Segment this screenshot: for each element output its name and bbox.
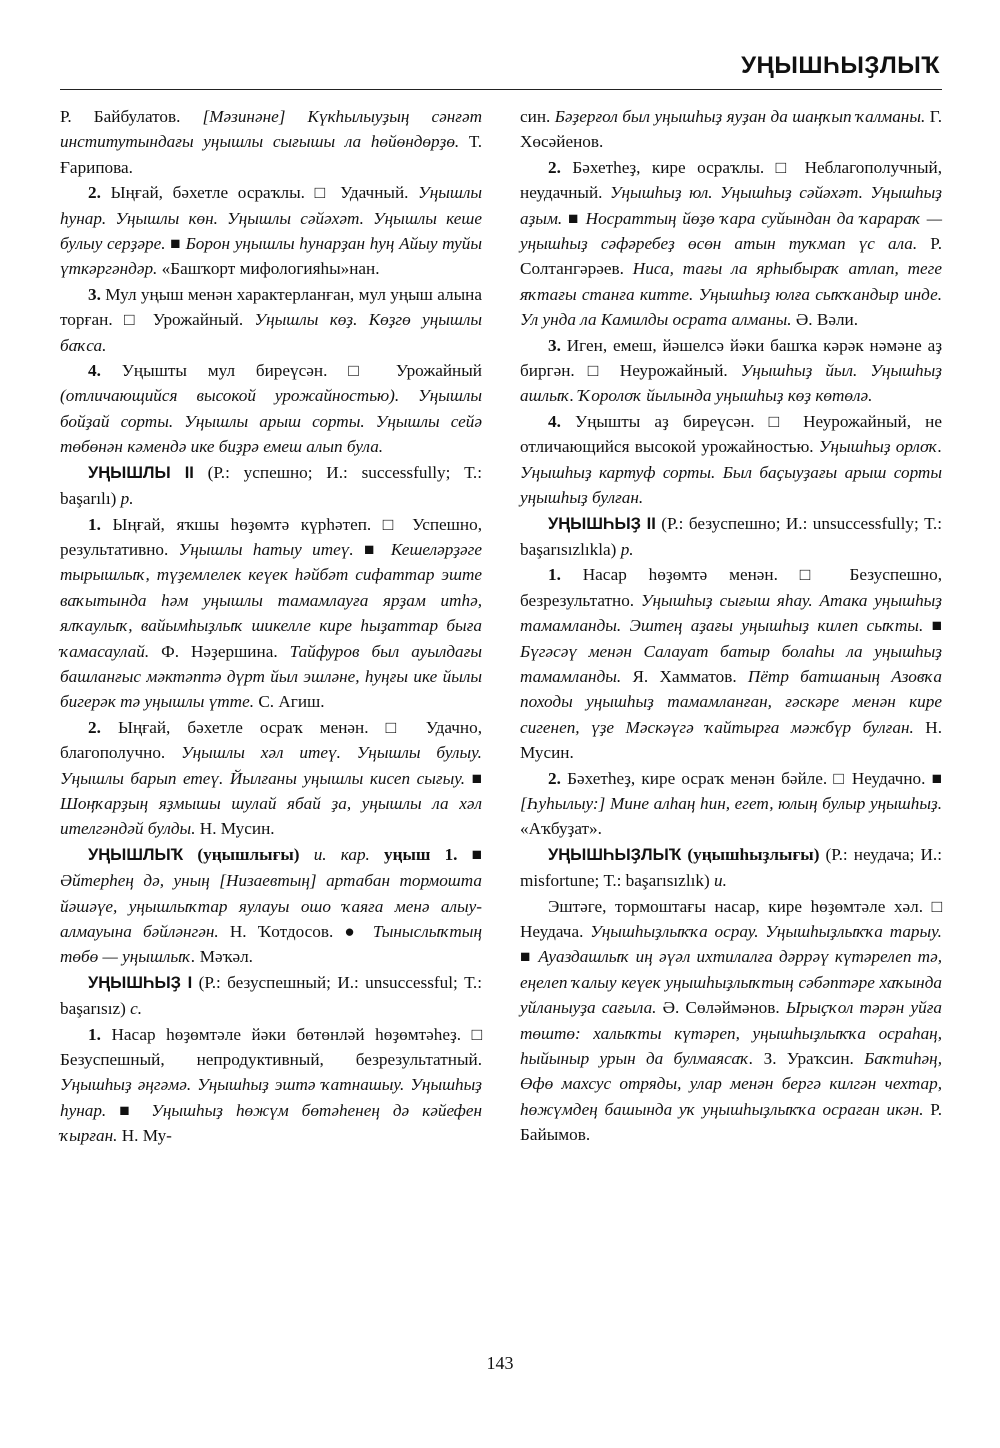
entry-paragraph [520,155,942,333]
sense-number: 3. [548,335,561,355]
entry-text: Эштәге, тормоштағы насар, кире һөҙөмтәле хәл. □ Неудача. [520,896,942,941]
entry-text: Уңышты мул биреүсән. □ Урожайный [100,361,482,381]
entry-text: (Р.: успешно; И.: successfully; Т.: başarılı) [60,462,482,509]
example-text: Тыныслыҡтың төбө — уңышлыҡ. [60,922,482,967]
sense-number: 2. [88,717,101,737]
entry-paragraph [520,511,942,563]
sense-number: 1. [88,514,101,534]
entry-text: син. [520,107,555,126]
sense-number: (уңышһыҙлығы) [687,844,820,864]
running-head: УҢЫШҺЫҘЛЫҠ [741,52,940,79]
entry-paragraph [520,104,942,155]
entry-text: (Р.: безуспешный; И.: unsuccessful; Т.: başarısız) [60,972,482,1019]
entry-paragraph [60,715,482,842]
entry-text: Ә. Вәли. [791,310,859,330]
example-text: Баҡтиһәң, Өфө махсус отряды, улар менән бергә килгән чехтар, һөжүмдең башында уҡ уңышһыҙлыҡҡа осраған икән. [520,1049,942,1119]
entry-paragraph [520,333,942,409]
entry-text: (Р.: безуспешно; И.: unsuccessfully; Т.: başarısızlıkla) [520,513,942,559]
entry-text: Бәхетһеҙ, кире осраҡ менән бәйле. □ Неудачно. ■ [560,768,942,788]
example-text: [Мәзинәне] Күкһылыуҙың сәнғәт институтындағы уңышлы сығышы ла һөйөндөрҙө. [60,107,482,152]
entry-text: Н. Мусин. [195,819,275,839]
entry-text: Ыңғай, бәхетле осраҡ менән. □ Удачно, благополучно. [60,717,482,763]
sense-number: 4. [88,361,101,381]
right-column [520,104,942,1148]
example-text: Уңышһыҙлыҡҡа осрау. Уңышһыҙлыҡҡа тарыу. ■ Ауаздашлыҡ иң әүәл ихтилалға дәррәү күтәрелеп тә, еңелеп ҡалыу кеүек уңышһыҙлыҡтың сәбәптәре хаҡында уйланыуҙа сағыла. [520,922,942,1018]
example-text: и. [713,871,727,891]
sense-number: уңыш 1. [384,844,458,864]
entry-paragraph [520,766,942,842]
entry-text: Ф. Нәҙершина. [149,641,290,661]
entry-paragraph [60,180,482,282]
entry-paragraph [60,842,482,970]
entry-text: Г. Хөсәйенов. [520,107,942,152]
entry-text: Насар һөҙөмтә менән. □ Безуспешно, безрезультатно. [520,565,942,610]
entry-text: Я. Хамматов. [621,666,748,686]
example-text: с. [130,999,143,1019]
headword: УҢЫШЛЫҠ [88,845,184,864]
entry-text: Р. Солтангәрәев. [520,234,943,279]
entry-text: «Аҡбуҙат». [520,819,602,839]
example-text: Пётр батшаның Азовҡа походы уңышһыҙ тамамланған, ғәскәре менән кире сигенеп, үҙе Мәскәүгә ҡайтырға мәжбүр булған. [520,666,942,737]
example-text: [Һуһылыу:] Мине алһаң һин, егет, юлың булыр уңышһыҙ. [520,793,942,813]
sense-number: 4. [548,411,561,431]
entry-text: Иген, емеш, йәшелсә йәки башҡа кәрәк нәмәне аҙ биргән. □ Неурожайный. [520,335,942,381]
page-number: 143 [486,1353,514,1373]
entry-paragraph [520,894,942,1148]
headword: УҢЫШҺЫҘ I [88,973,193,992]
entry-paragraph [60,460,482,512]
header-rule [60,89,942,90]
entry-text: Т. Ғарипова. [60,132,482,177]
entry-text: Бәхетһеҙ, кире осраҡлы. □ Неблагополучный, неудачный. [520,157,942,203]
example-text: Әйтерһең дә, уның [Низаевтың] артабан тормошта йәшәүе, уңышлыҡтар яулауы ошо ҡаяға менә алыу-алмауына бәйләнгән. [60,871,482,941]
left-column [60,104,482,1149]
entry-text: Н. Му- [117,1126,172,1146]
example-text: р. [120,489,134,509]
entry-paragraph [520,409,942,511]
entry-paragraph [60,970,482,1022]
example-text: Уңышһыҙ әңгәмә. Уңышһыҙ эштә ҡатнашыу. Уңышһыҙ һунар. ■ Уңышһыҙ һөжүм бөтәһенең дә кәйефен ҡырған. [60,1075,482,1146]
example-text: Уңышһыҙ сығыш яһау. Атака уңышһыҙ тамамланды. Эштең аҙағы уңышһыҙ килеп сыҡты. ■ Бүгәсәү менән Салауат батыр болаһы ла уңышһыҙ тамамланды. [520,590,943,686]
entry-text: С. Агиш. [254,692,325,712]
sense-number: (уңышлығы) [197,844,300,864]
headword: УҢЫШЛЫ II [88,463,194,482]
entry-text: «Башҡорт мифологияһы»нан. [157,259,380,279]
example-text: Уңышһыҙ орлоҡ. Уңышһыҙ картуф сорты. Был баҫыуҙағы арыш сорты уңышһыҙ булған. [520,437,942,508]
sense-number: 3. [88,284,101,304]
entry-text: (Р.: неудача; И.: misfortune; Т.: başarısızlık) [520,844,942,891]
entry-text: Н. Мусин. [520,717,942,763]
example-text: Бәҙерғол был уңышһыҙ яуҙан да шаңҡып ҡалманы. [554,107,926,126]
example-text: Уңышлы һатыу итеү. ■ Кешеләрҙәге тырышлыҡ, түҙемлелек кеүек һәйбәт сифаттар эште ваҡытында һәм уңышлы тамамлауға ярҙам итһә, ялҡаулыҡ, вайымһыҙлыҡ шикелле кире һыҙаттар быға ҡамасаулай. [60,539,482,661]
entry-text: Насар һөҙөмтәле йәки бөтөнләй һөҙөмтәһеҙ. □ Безуспешный, непродуктивный, безрезультатный. [60,1024,482,1070]
entry-text [370,845,384,864]
entry-paragraph [60,358,482,460]
entry-text: Мул уңыш менән характерланған, мул уңыш алына торған. □ Урожайный. [60,284,482,330]
entry-text [300,845,314,864]
sense-number: 1. [88,1024,101,1044]
entry-text: ■ [457,844,482,864]
sense-number: 2. [548,768,561,788]
entry-paragraph [60,1022,482,1149]
entry-paragraph [520,842,942,894]
entry-text: Уңышты аҙ биреүсән. □ Неурожайный, не отличающийся высокой урожайностью. [520,411,942,457]
entry-text: Р. Байбулатов. [60,107,203,126]
entry-text: Р. Байымов. [520,1099,942,1145]
entry-text: Мәҡәл. [195,947,253,967]
entry-text: Н. Ҡотдосов. ● [218,922,373,941]
example-text: Уңышһыҙ юл. Уңышһыҙ сәйәхәт. Уңышһыҙ аҙым. ■ Носраттың йөҙө ҡара суйындан да ҡарараҡ — уңышһыҙ сәфәребеҙ өсөн атын туҡмап үс ала. [520,183,942,254]
example-text: и. кар. [313,844,370,864]
example-text: Ырыҫҡол тәрән уйға төштө: халыҡты күтәреп, уңышһыҙлыҡҡа осраһаң, һыйыныр урын да булмаясаҡ. [520,998,942,1069]
sense-number: 2. [548,157,561,177]
example-text: (отличающийся высокой урожайностью). Уңышлы бойҙай сорты. Уңышлы арыш сорты. Уңышлы сейә төбөнән кәмендә ике биҙрә емеш алып була. [60,386,482,457]
headword: УҢЫШҺЫҘ II [548,514,656,533]
example-text: Тайфуров был ауылдағы башланғыс мәктәптә дүрт йыл эшләне, һуңғы ике йылы бигерәк тә уңышлы үтте. [60,641,482,712]
sense-number: 1. [548,565,561,585]
example-text: р. [620,539,634,559]
entry-text: З. Ураҡсин. [753,1049,865,1069]
entry-paragraph [60,282,482,358]
example-text: Уңышлы көҙ. Көҙгө уңышлы баҡса. [60,310,482,355]
entry-text: Ыңғай, яҡшы һөҙөмтә күрһәтеп. □ Успешно, результативно. [60,514,482,559]
headword: УҢЫШҺЫҘЛЫҠ [548,845,682,864]
entry-paragraph [60,104,482,180]
entry-text: Ә. Сөләймәнов. [656,998,786,1018]
entry-text: Ыңғай, бәхетле осраҡлы. □ Удачный. [100,183,419,203]
example-text: Уңышһыҙ йыл. Уңышһыҙ ашлыҡ. Ҡоролоҡ йылында уңышһыҙ көҙ көтөлә. [520,361,942,406]
entry-paragraph [60,512,482,715]
sense-number: 2. [88,183,101,203]
example-text: Уңышлы хәл итеү. Уңышлы булыу. Уңышлы барып етеү. Йылғаны уңышлы кисеп сығыу. ■ Шоңҡарҙың яҙмышы шулай ябай ҙа, уңышлы ла хәл ителгәндәй булды. [60,743,482,839]
entry-text [183,845,197,864]
entry-paragraph [520,562,942,765]
example-text: Ниса, тағы ла ярһыбыраҡ атлап, теге яҡтағы станға китте. Уңышһыҙ юлға сыҡҡандыр инде. Ул унда ла Камилды осрата алманы. [520,259,942,330]
example-text: Уңышлы һунар. Уңышлы көн. Уңышлы сәйәхәт. Уңышлы кеше булыу серҙәре. ■ Борон уңышлы һунарҙан һуң Айыу туйы үткәргәндәр. [60,183,482,279]
